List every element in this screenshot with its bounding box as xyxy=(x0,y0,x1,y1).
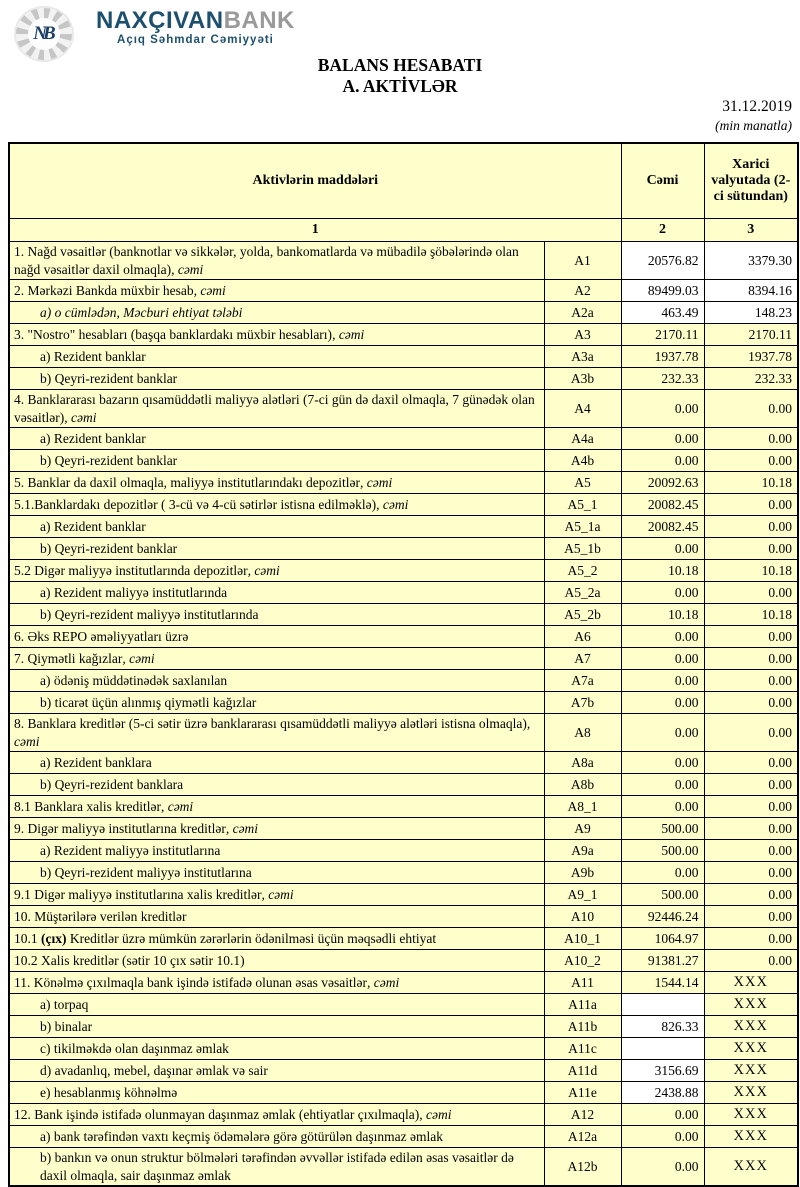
row-code: A9 xyxy=(544,818,621,840)
table-row xyxy=(9,884,798,906)
row-code: A9_1 xyxy=(544,884,621,906)
row-code: A11e xyxy=(544,1082,621,1104)
column-header-total: Cəmi xyxy=(621,143,704,219)
row-label-text: 4. Banklararası bazarın qısamüddətli maliyyə alətləri (7-ci gün də daxil olmaqla, 7 günədək olan vəsaitlər) xyxy=(14,392,535,425)
row-fx-value: 0.00 xyxy=(704,884,798,906)
table-body xyxy=(9,242,798,1187)
row-total-value: 1544.14 xyxy=(621,972,704,994)
table-row xyxy=(9,906,798,928)
row-fx-value: XXX xyxy=(704,1038,798,1060)
row-fx-value: XXX xyxy=(704,1148,798,1187)
row-label-text: , cəmi xyxy=(171,261,204,277)
table-row xyxy=(9,582,798,604)
row-fx-value: 0.00 xyxy=(704,818,798,840)
row-total-value: 10.18 xyxy=(621,604,704,626)
row-label xyxy=(9,862,544,884)
row-fx-value: 0.00 xyxy=(704,626,798,648)
row-code: A4 xyxy=(544,390,621,428)
row-total-value xyxy=(621,994,704,1016)
row-label xyxy=(9,346,544,368)
table-row xyxy=(9,862,798,884)
row-fx-value: 0.00 xyxy=(704,840,798,862)
row-fx-value: XXX xyxy=(704,1082,798,1104)
row-code: A5_2b xyxy=(544,604,621,626)
row-label-text: 11. Könəlmə çıxılmaqla bank işində istifadə olunan əsas vəsaitlər xyxy=(14,974,368,990)
row-label xyxy=(9,692,544,714)
row-label xyxy=(9,368,544,390)
table-row xyxy=(9,450,798,472)
row-fx-value: 2170.11 xyxy=(704,324,798,346)
row-label-text: 5.1.Banklardakı depozitlər ( 3-cü və 4-cü sətirlər istisna edilməklə) xyxy=(14,496,377,512)
table-row xyxy=(9,494,798,516)
row-label-text: a) Rezident maliyyə institutlarında xyxy=(40,584,228,600)
column-number-row xyxy=(9,219,798,242)
row-label-text: b) Qeyri-rezident banklara xyxy=(40,776,184,792)
row-total-value: 826.33 xyxy=(621,1016,704,1038)
page-header xyxy=(0,0,800,142)
table-row xyxy=(9,818,798,840)
row-total-value: 1064.97 xyxy=(621,928,704,950)
row-label-text: 3. "Nostro" hesabları (başqa banklardakı müxbir hesabları) xyxy=(14,326,333,342)
row-label xyxy=(9,428,544,450)
row-total-value: 0.00 xyxy=(621,390,704,428)
row-label xyxy=(9,1082,544,1104)
row-label-text: a) torpaq xyxy=(40,996,89,1012)
table-row xyxy=(9,1104,798,1126)
row-total-value: 20082.45 xyxy=(621,516,704,538)
report-title: BALANS HESABATI xyxy=(317,55,483,75)
row-label xyxy=(9,796,544,818)
row-total-value: 91381.27 xyxy=(621,950,704,972)
report-section-title: A. AKTİVLƏR xyxy=(342,76,458,96)
row-total-value: 20092.63 xyxy=(621,472,704,494)
bank-monogram: NB xyxy=(33,23,52,44)
row-label-text: c) tikilməkdə olan daşınmaz əmlak xyxy=(40,1040,229,1056)
brand-name-secondary: BANK xyxy=(223,7,295,34)
row-code: A9b xyxy=(544,862,621,884)
row-total-value: 0.00 xyxy=(621,428,704,450)
report-titles xyxy=(0,55,800,97)
column-number-2: 2 xyxy=(621,219,704,242)
row-fx-value: 0.00 xyxy=(704,450,798,472)
table-row xyxy=(9,928,798,950)
row-label-text: a) Rezident banklar xyxy=(40,518,146,534)
row-fx-value: 0.00 xyxy=(704,538,798,560)
row-label-text: 2. Mərkəzi Bankda müxbir hesab xyxy=(14,282,194,298)
table-row xyxy=(9,1082,798,1104)
row-code: A5_1a xyxy=(544,516,621,538)
row-label xyxy=(9,494,544,516)
table-row xyxy=(9,390,798,428)
table-row xyxy=(9,1060,798,1082)
row-fx-value: 0.00 xyxy=(704,494,798,516)
table-row xyxy=(9,368,798,390)
table-row xyxy=(9,994,798,1016)
table-row xyxy=(9,1038,798,1060)
table-row xyxy=(9,796,798,818)
row-fx-value: 0.00 xyxy=(704,390,798,428)
row-code: A4b xyxy=(544,450,621,472)
table-row xyxy=(9,1016,798,1038)
gear-logo-icon xyxy=(16,8,72,60)
row-total-value: 0.00 xyxy=(621,774,704,796)
row-label xyxy=(9,560,544,582)
row-total-value: 0.00 xyxy=(621,648,704,670)
row-total-value: 0.00 xyxy=(621,862,704,884)
table-row xyxy=(9,670,798,692)
row-fx-value: 3379.30 xyxy=(704,242,798,280)
row-code: A1 xyxy=(544,242,621,280)
row-label xyxy=(9,1104,544,1126)
row-total-value: 10.18 xyxy=(621,560,704,582)
row-fx-value: 0.00 xyxy=(704,796,798,818)
row-label-text: , cəmi xyxy=(64,409,97,425)
row-total-value: 89499.03 xyxy=(621,280,704,302)
row-code: A7a xyxy=(544,670,621,692)
row-total-value: 463.49 xyxy=(621,302,704,324)
table-row xyxy=(9,840,798,862)
row-code: A8 xyxy=(544,714,621,752)
table-row xyxy=(9,346,798,368)
row-label-text: , cəmi xyxy=(160,798,194,814)
row-label-text: , cəmi xyxy=(247,562,280,578)
row-code: A2 xyxy=(544,280,621,302)
row-total-value: 0.00 xyxy=(621,450,704,472)
row-label-text: , cəmi xyxy=(225,820,259,836)
row-code: A3b xyxy=(544,368,621,390)
row-label-text: , cəmi xyxy=(193,282,226,298)
row-code: A10_1 xyxy=(544,928,621,950)
row-code: A3 xyxy=(544,324,621,346)
row-label-text: , cəmi xyxy=(419,1106,452,1122)
row-label xyxy=(9,714,544,752)
table-row xyxy=(9,428,798,450)
row-total-value: 0.00 xyxy=(621,752,704,774)
row-label xyxy=(9,450,544,472)
row-code: A11 xyxy=(544,972,621,994)
row-code: A10 xyxy=(544,906,621,928)
column-number-1: 1 xyxy=(9,219,621,242)
row-label-text: a) Rezident banklar xyxy=(40,430,146,446)
row-fx-value: 0.00 xyxy=(704,428,798,450)
row-label xyxy=(9,818,544,840)
row-total-value: 0.00 xyxy=(621,582,704,604)
row-total-value: 0.00 xyxy=(621,714,704,752)
row-label xyxy=(9,324,544,346)
row-total-value: 0.00 xyxy=(621,796,704,818)
row-fx-value: 148.23 xyxy=(704,302,798,324)
balance-table xyxy=(8,142,799,1187)
row-label xyxy=(9,1148,544,1187)
row-code: A8a xyxy=(544,752,621,774)
row-total-value: 500.00 xyxy=(621,818,704,840)
row-label xyxy=(9,538,544,560)
row-label xyxy=(9,774,544,796)
row-label-text: 7. Qiymətli kağızlar xyxy=(14,650,123,666)
row-label xyxy=(9,906,544,928)
row-label-text: b) binalar xyxy=(40,1018,93,1034)
row-label-text: b) ticarət üçün alınmış qiymətli kağızlar xyxy=(40,694,257,710)
logo-inner-circle xyxy=(28,18,60,50)
row-total-value: 0.00 xyxy=(621,1104,704,1126)
row-fx-value: 8394.16 xyxy=(704,280,798,302)
row-total-value: 3156.69 xyxy=(621,1060,704,1082)
row-label-text: 8.1 Banklara xalis kreditlər xyxy=(14,798,161,814)
row-label-text: a) Rezident maliyyə institutlarına xyxy=(40,842,221,858)
row-total-value: 0.00 xyxy=(621,1148,704,1187)
brand-name-primary: NAXÇIVAN xyxy=(96,7,224,34)
row-label xyxy=(9,670,544,692)
row-fx-value: XXX xyxy=(704,1126,798,1148)
row-label-text: , cəmi xyxy=(332,326,365,342)
row-label-text: (çıx) xyxy=(41,930,67,946)
row-total-value: 0.00 xyxy=(621,1126,704,1148)
row-code: A2a xyxy=(544,302,621,324)
row-label xyxy=(9,1038,544,1060)
row-fx-value: 0.00 xyxy=(704,582,798,604)
row-fx-value: 0.00 xyxy=(704,774,798,796)
row-code: A12 xyxy=(544,1104,621,1126)
row-label-text: 10. Müştərilərə verilən kreditlər xyxy=(14,908,187,924)
row-fx-value: XXX xyxy=(704,1016,798,1038)
row-label-text: b) Qeyri-rezident banklar xyxy=(40,452,178,468)
row-code: A7 xyxy=(544,648,621,670)
row-fx-value: 10.18 xyxy=(704,560,798,582)
row-label-text: b) Qeyri-rezident banklar xyxy=(40,370,178,386)
row-label xyxy=(9,648,544,670)
table-row xyxy=(9,774,798,796)
row-total-value: 0.00 xyxy=(621,626,704,648)
row-fx-value: 0.00 xyxy=(704,648,798,670)
row-label-text: a) Rezident banklara xyxy=(40,754,152,770)
row-label xyxy=(9,302,544,324)
row-label xyxy=(9,928,544,950)
table-row xyxy=(9,560,798,582)
brand-subtitle: Açıq Səhmdar Cəmiyyəti xyxy=(117,34,274,46)
row-label-text: 6. Əks REPO əməliyyatları üzrə xyxy=(14,628,189,644)
table-row xyxy=(9,242,798,280)
row-fx-value: 1937.78 xyxy=(704,346,798,368)
report-date: 31.12.2019 xyxy=(722,98,792,115)
row-total-value: 2170.11 xyxy=(621,324,704,346)
row-label-text: , cəmi xyxy=(261,886,294,902)
bank-logo xyxy=(12,6,76,62)
row-label xyxy=(9,626,544,648)
row-label-text: a) Rezident banklar xyxy=(40,348,146,364)
row-label-text: 12. Bank işində istifadə olunmayan daşınmaz əmlak (ehtiyatlar çıxılmaqla) xyxy=(14,1106,420,1122)
row-fx-value: 0.00 xyxy=(704,714,798,752)
row-code: A5_1 xyxy=(544,494,621,516)
row-total-value: 0.00 xyxy=(621,692,704,714)
row-label xyxy=(9,280,544,302)
table-row xyxy=(9,472,798,494)
table-header-row xyxy=(9,143,798,219)
row-label xyxy=(9,582,544,604)
row-label-text: b) Qeyri-rezident maliyyə institutlarında xyxy=(40,606,259,622)
row-code: A5_2 xyxy=(544,560,621,582)
row-label xyxy=(9,972,544,994)
table-row xyxy=(9,604,798,626)
row-code: A3a xyxy=(544,346,621,368)
row-fx-value: XXX xyxy=(704,1060,798,1082)
row-label-text: 8. Banklara kreditlər (5-ci sətir üzrə banklararası qısamüddətli maliyyə alətləri istisna olmaqla) xyxy=(14,716,527,731)
table-row xyxy=(9,302,798,324)
row-label xyxy=(9,390,544,428)
row-total-value: 232.33 xyxy=(621,368,704,390)
row-code: A10_2 xyxy=(544,950,621,972)
row-label-text: d) avadanlıq, mebel, daşınar əmlak və sair xyxy=(40,1062,268,1078)
row-total-value: 1937.78 xyxy=(621,346,704,368)
row-total-value: 2438.88 xyxy=(621,1082,704,1104)
row-fx-value: 10.18 xyxy=(704,472,798,494)
row-label-text: 10.1 xyxy=(14,930,41,946)
row-code: A7b xyxy=(544,692,621,714)
row-fx-value: XXX xyxy=(704,972,798,994)
row-label-text: b) Qeyri-rezident banklar xyxy=(40,540,178,556)
row-total-value: 20082.45 xyxy=(621,494,704,516)
table-row xyxy=(9,1126,798,1148)
row-fx-value: 0.00 xyxy=(704,670,798,692)
row-label-text: , cəmi xyxy=(14,716,531,749)
row-code: A8_1 xyxy=(544,796,621,818)
table-row xyxy=(9,714,798,752)
row-label xyxy=(9,950,544,972)
row-fx-value: XXX xyxy=(704,994,798,1016)
row-code: A11d xyxy=(544,1060,621,1082)
row-fx-value: 232.33 xyxy=(704,368,798,390)
row-label xyxy=(9,994,544,1016)
row-label-text: a) o cümlədən, Məcburi ehtiyat tələbi xyxy=(40,304,243,320)
row-label-text: 5.2 Digər maliyyə institutlarında depozitlər xyxy=(14,562,248,578)
brand-block xyxy=(96,9,295,46)
row-label-text: , cəmi xyxy=(376,496,409,512)
column-number-3: 3 xyxy=(704,219,798,242)
report-meta xyxy=(715,97,792,135)
row-label xyxy=(9,840,544,862)
row-label-text: 9. Digər maliyyə institutlarına kreditlər xyxy=(14,820,226,836)
row-total-value: 20576.82 xyxy=(621,242,704,280)
table-row xyxy=(9,538,798,560)
row-code: A11a xyxy=(544,994,621,1016)
row-code: A9a xyxy=(544,840,621,862)
row-code: A11b xyxy=(544,1016,621,1038)
row-label xyxy=(9,242,544,280)
row-label-text: , cəmi xyxy=(360,474,393,490)
table-row xyxy=(9,972,798,994)
table-row xyxy=(9,950,798,972)
column-header-fx: Xarici valyutada (2-ci sütundan) xyxy=(704,143,798,219)
row-code: A12a xyxy=(544,1126,621,1148)
table-row xyxy=(9,1148,798,1187)
row-fx-value: 0.00 xyxy=(704,752,798,774)
row-label-text: Kreditlər üzrə mümkün zərərlərin ödənilməsi üçün məqsədli ehtiyat xyxy=(66,930,437,946)
row-total-value: 0.00 xyxy=(621,538,704,560)
row-code: A12b xyxy=(544,1148,621,1187)
row-label xyxy=(9,604,544,626)
row-label-text: 1. Nağd vəsaitlər (banknotlar və sikkələr, yolda, bankomatlarda və mübadilə şöbələrində olan nağd vəsaitlər daxil olmaqla) xyxy=(14,244,519,277)
table-row xyxy=(9,692,798,714)
row-label xyxy=(9,472,544,494)
brand-name xyxy=(96,9,295,33)
row-code: A6 xyxy=(544,626,621,648)
row-code: A5 xyxy=(544,472,621,494)
row-label-text: b) Qeyri-rezident maliyyə institutlarına xyxy=(40,864,252,880)
row-code: A8b xyxy=(544,774,621,796)
row-code: A4a xyxy=(544,428,621,450)
row-code: A11c xyxy=(544,1038,621,1060)
row-label xyxy=(9,884,544,906)
row-label-text: a) bank tərəfindən vaxtı keçmiş ödəmələrə görə götürülən daşınmaz əmlak xyxy=(40,1128,443,1144)
row-label xyxy=(9,1126,544,1148)
row-label-text: , cəmi xyxy=(367,974,400,990)
row-total-value: 500.00 xyxy=(621,840,704,862)
column-header-items: Aktivlərin maddələri xyxy=(9,143,621,219)
row-fx-value: 10.18 xyxy=(704,604,798,626)
row-fx-value: 0.00 xyxy=(704,862,798,884)
table-row xyxy=(9,752,798,774)
row-fx-value: XXX xyxy=(704,1104,798,1126)
row-total-value: 92446.24 xyxy=(621,906,704,928)
row-label-text: , cəmi xyxy=(122,650,155,666)
row-fx-value: 0.00 xyxy=(704,906,798,928)
row-label xyxy=(9,752,544,774)
table-row xyxy=(9,648,798,670)
row-fx-value: 0.00 xyxy=(704,928,798,950)
row-label-text: 9.1 Digər maliyyə institutlarına xalis kreditlər xyxy=(14,886,262,902)
row-total-value: 0.00 xyxy=(621,670,704,692)
row-code: A5_1b xyxy=(544,538,621,560)
row-label xyxy=(9,1060,544,1082)
row-fx-value: 0.00 xyxy=(704,692,798,714)
row-label-text: b) bankın və onun struktur bölmələri tərəfindən əvvəllər istifadə edilən əsas vəsaitlər də daxil olmaqla, sair daşınmaz əmlak xyxy=(40,1150,514,1183)
row-total-value xyxy=(621,1038,704,1060)
row-code: A5_2a xyxy=(544,582,621,604)
row-fx-value: 0.00 xyxy=(704,516,798,538)
table-row xyxy=(9,626,798,648)
row-total-value: 500.00 xyxy=(621,884,704,906)
row-label xyxy=(9,516,544,538)
row-label-text: 5. Banklar da daxil olmaqla, maliyyə institutlarındakı depozitlər xyxy=(14,474,361,490)
table-row xyxy=(9,280,798,302)
table-row xyxy=(9,324,798,346)
row-label xyxy=(9,1016,544,1038)
unit-note: (min manatla) xyxy=(715,118,792,133)
table-row xyxy=(9,516,798,538)
row-label-text: 10.2 Xalis kreditlər (sətir 10 çıx sətir 10.1) xyxy=(14,952,245,968)
row-fx-value: 0.00 xyxy=(704,950,798,972)
row-label-text: a) ödəniş müddətinədək saxlanılan xyxy=(40,672,228,688)
row-label-text: e) hesablanmış köhnəlmə xyxy=(40,1084,178,1100)
